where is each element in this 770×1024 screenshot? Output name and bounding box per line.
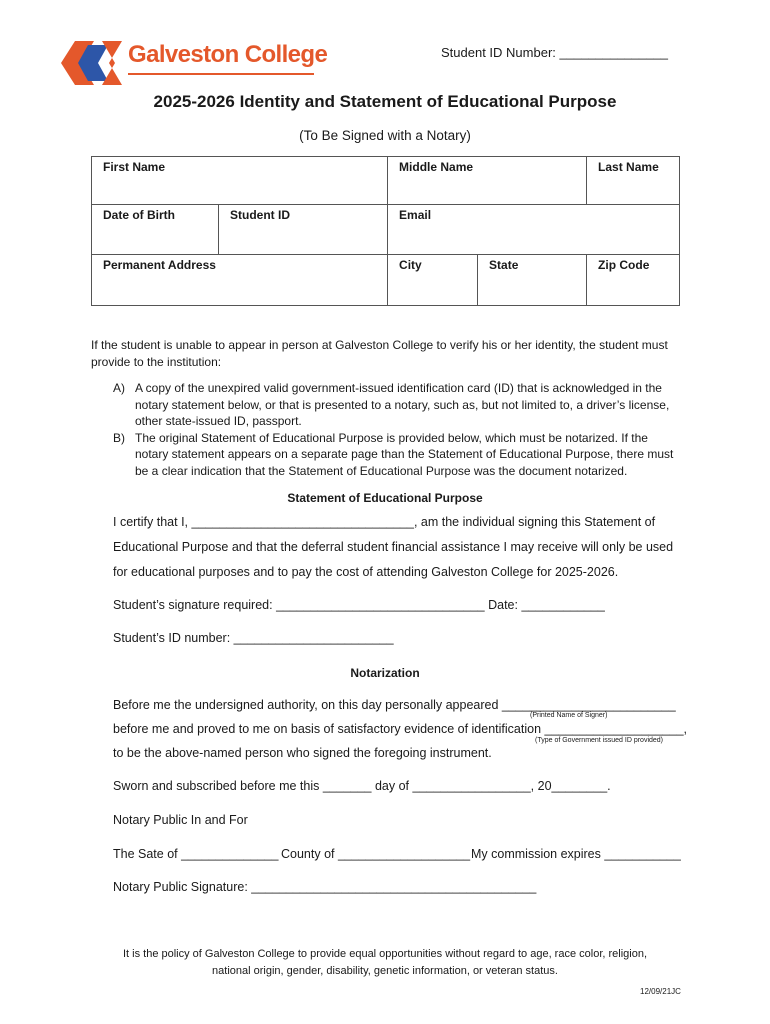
- state-field[interactable]: State: [478, 255, 587, 306]
- list-item: [113, 430, 683, 480]
- sworn-line[interactable]: Sworn and subscribed before me this _______ day of _________________, 20________.: [113, 779, 611, 793]
- appeared-line[interactable]: Before me the undersigned authority, on this day personally appeared _________________________: [113, 698, 676, 712]
- galveston-college-logo: [58, 36, 328, 88]
- certify-line[interactable]: I certify that I, ________________________________, am the individual signing this Statement of: [113, 515, 656, 529]
- first-name-field[interactable]: First Name: [92, 157, 388, 205]
- intro-paragraph: If the student is unable to appear in person at Galveston College to verify his or her identity, the student must provide to the institution:: [91, 338, 668, 369]
- student-id-number-field[interactable]: Student ID Number: _______________: [441, 45, 668, 60]
- zip-code-field[interactable]: Zip Code: [587, 255, 680, 306]
- notarization-heading: Notarization: [350, 666, 420, 680]
- last-name-field[interactable]: Last Name: [587, 157, 680, 205]
- footer-line-1: It is the policy of Galveston College to provide equal opportunities without regard to age, race color, religion,: [122, 948, 648, 960]
- id-type-caption: (Type of Government issued ID provided): [535, 737, 664, 744]
- list-marker: B): [113, 430, 125, 445]
- student-id-line[interactable]: Student’s ID number: _______________________: [113, 631, 394, 645]
- city-field[interactable]: City: [388, 255, 478, 306]
- document-title: 2025-2026 Identity and Statement of Educational Purpose: [153, 92, 617, 111]
- footer-line-2: national origin, gender, disability, genetic information, or veteran status.: [212, 964, 558, 977]
- statement-line-3: for educational purposes and to pay the cost of attending Galveston College for 2025-2026.: [113, 565, 619, 579]
- email-field[interactable]: Email: [388, 205, 680, 255]
- statement-heading: Statement of Educational Purpose: [287, 491, 483, 505]
- form-code: 12/09/21JC: [640, 987, 681, 996]
- list-item: [113, 380, 683, 430]
- above-named-line: to be the above-named person who signed the foregoing instrument.: [113, 746, 492, 760]
- student-id-field[interactable]: Student ID: [219, 205, 388, 255]
- logo-underline: [128, 73, 314, 75]
- student-signature-line[interactable]: Student’s signature required: ______________________________ Date: ____________: [113, 598, 605, 612]
- list-item-text: The original Statement of Educational Purpose is provided below, which must be notarized. If the notary statement appears on a separate page than the Statement of Educational Purpose, there must be a clear indication that the Statement of Educational Purpose was the document notarized.: [135, 430, 674, 478]
- footer-policy: [0, 946, 770, 979]
- identification-line[interactable]: before me and proved to me on basis of satisfactory evidence of identification ____________________,: [113, 722, 688, 736]
- logo-mark-icon: [58, 36, 130, 88]
- date-of-birth-field[interactable]: Date of Birth: [92, 205, 219, 255]
- list-marker: A): [113, 381, 125, 395]
- middle-name-field[interactable]: Middle Name: [388, 157, 587, 205]
- list-item-text: A copy of the unexpired valid government-issued identification card (ID) that is acknowledged in the notary statement below, or that is presented to a notary, such as, but not limited to, a driver’s license, other state-issued ID, passport.: [135, 381, 670, 428]
- logo-text: Galveston College: [128, 41, 328, 68]
- commission-expires-line[interactable]: My commission expires ___________: [471, 847, 681, 861]
- requirements-list: [113, 380, 683, 479]
- printed-name-caption: (Printed Name of Signer): [530, 712, 608, 719]
- notary-signature-line[interactable]: Notary Public Signature: _________________________________________: [113, 880, 537, 894]
- notary-in-for-label: Notary Public In and For: [113, 813, 248, 827]
- state-of-line[interactable]: The Sate of ______________: [113, 847, 279, 861]
- permanent-address-field[interactable]: Permanent Address: [92, 255, 388, 306]
- document-subtitle: (To Be Signed with a Notary): [299, 128, 471, 143]
- county-of-line[interactable]: County of ___________________: [281, 847, 471, 861]
- student-info-table: [91, 156, 680, 306]
- statement-line-2: Educational Purpose and that the deferral student financial assistance I may receive will only be used: [113, 540, 674, 554]
